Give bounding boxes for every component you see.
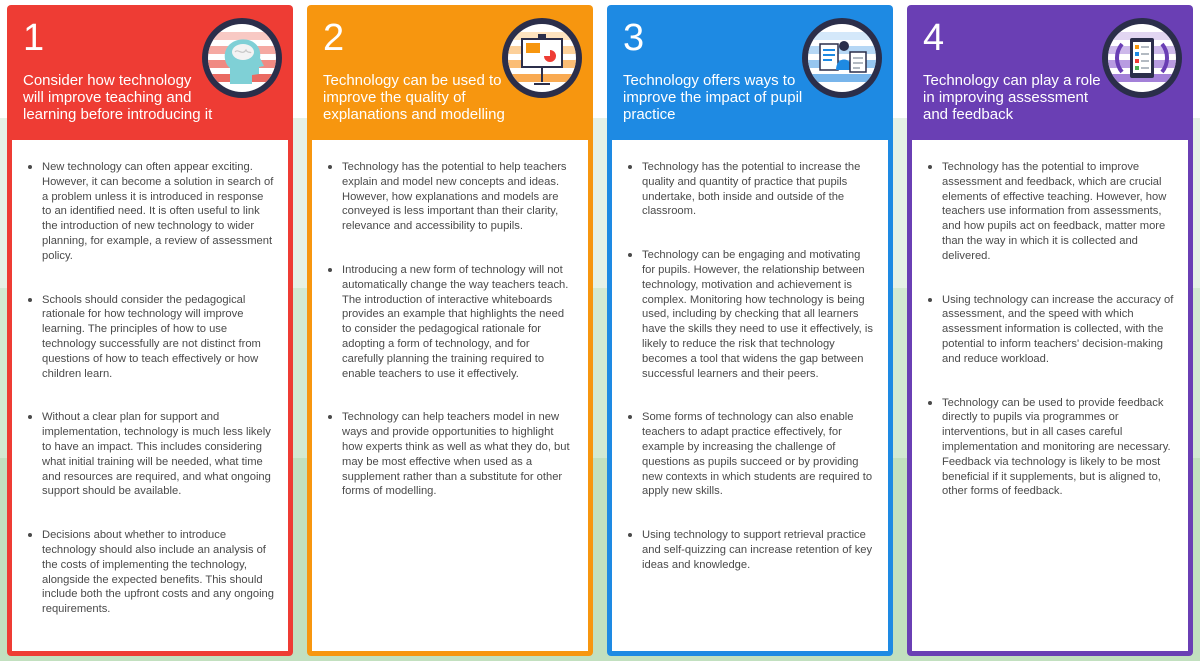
card-body: [612, 140, 888, 651]
whiteboard-icon: [502, 18, 582, 98]
list-item: Technology has the potential to improve assessment and feedback, which are crucial elements of effective teaching. However, how teachers use information from assessments, and how pupils act on feedback, matter more than the way in which it is collected and delivered.: [926, 160, 1174, 264]
list-item: Without a clear plan for support and implementation, technology is much less likely to have an impact. This includes considering what initial training will be needed, what time and resources are required, and what ongoing support should be available.: [26, 410, 274, 499]
bullet-list: [326, 160, 574, 499]
list-item: Decisions about whether to introduce technology should also include an analysis of the costs of implementing the technology, alongside the expected benefits. This should include both the upfront costs and any ongoing requirements.: [26, 528, 274, 617]
card-title: Consider how technology will improve teaching and learning before introducing it: [23, 72, 213, 123]
list-item: Technology can help teachers model in new ways and provide opportunities to highlight how experts think as well as what they do, but may be most effective when used as a supplement rather than a substitute for other forms of modelling.: [326, 410, 574, 499]
tablet-assessment-icon: [1102, 18, 1182, 98]
bullet-list: [26, 160, 274, 617]
card-header: [12, 10, 288, 140]
card-2: [307, 5, 593, 656]
card-4: [907, 5, 1193, 656]
card-body: [912, 140, 1188, 651]
card-body: [12, 140, 288, 651]
head-brain-icon: [202, 18, 282, 98]
pupil-practice-icon: [802, 18, 882, 98]
list-item: Schools should consider the pedagogical rationale for how technology will improve learning. The principles of how to use technology successfully are not distinct from questions of how to teach effectively or how children learn.: [26, 293, 274, 382]
card-1: [7, 5, 293, 656]
list-item: New technology can often appear exciting. However, it can become a solution in search of a problem unless it is introduced in response to an identified need. It is often useful to link the introduction of new technology to wider planning, for example, a review of assessment policy.: [26, 160, 274, 264]
card-title: Technology offers ways to improve the impact of pupil practice: [623, 72, 803, 123]
bullet-list: [926, 160, 1174, 499]
card-number: 4: [923, 17, 945, 59]
list-item: Technology has the potential to help teachers explain and model new concepts and ideas. However, how explanations and models are conveyed is less important than their clarity, relevance and accessibility to pupils.: [326, 160, 574, 234]
card-header: [312, 10, 588, 140]
card-number: 3: [623, 17, 645, 59]
card-number: 1: [23, 17, 45, 59]
list-item: Introducing a new form of technology will not automatically change the way teachers teach. The introduction of interactive whiteboards provides an example that highlights the need to consider the pedagogical rationale for adopting a form of technology, and for carefully planning the training required to enable teachers to use it effectively.: [326, 263, 574, 381]
card-header: [612, 10, 888, 140]
list-item: Technology can be engaging and motivating for pupils. However, the relationship between technology, motivation and achievement is complex. Monitoring how technology is being used, including by checking that all learners have the skills they need to use it effectively, is likely to reduce the risk that technology becomes a tool that widens the gap between successful learners and their peers.: [626, 248, 874, 381]
card-title: Technology can play a role in improving assessment and feedback: [923, 72, 1101, 123]
card-number: 2: [323, 17, 345, 59]
list-item: Using technology to support retrieval practice and self-quizzing can increase retention of key ideas and knowledge.: [626, 528, 874, 572]
card-3: [607, 5, 893, 656]
list-item: Technology can be used to provide feedback directly to pupils via programmes or interventions, but in all cases careful implementation and monitoring are necessary. Feedback via technology is likely to be most beneficial if it supplements, but is aligned to, other forms of feedback.: [926, 396, 1174, 500]
list-item: Some forms of technology can also enable teachers to adapt practice effectively, for example by increasing the challenge of questions as pupils succeed or by providing new contexts in which students are required to apply new skills.: [626, 410, 874, 499]
card-title: Technology can be used to improve the quality of explanations and modelling: [323, 72, 505, 123]
card-header: [912, 10, 1188, 140]
list-item: Technology has the potential to increase the quality and quantity of practice that pupils undertake, both inside and outside of the classroom.: [626, 160, 874, 219]
card-body: [312, 140, 588, 651]
bullet-list: [626, 160, 874, 573]
list-item: Using technology can increase the accuracy of assessment, and the speed with which assessment information is collected, with the potential to inform teachers' decision-making and reduce workload.: [926, 293, 1174, 367]
